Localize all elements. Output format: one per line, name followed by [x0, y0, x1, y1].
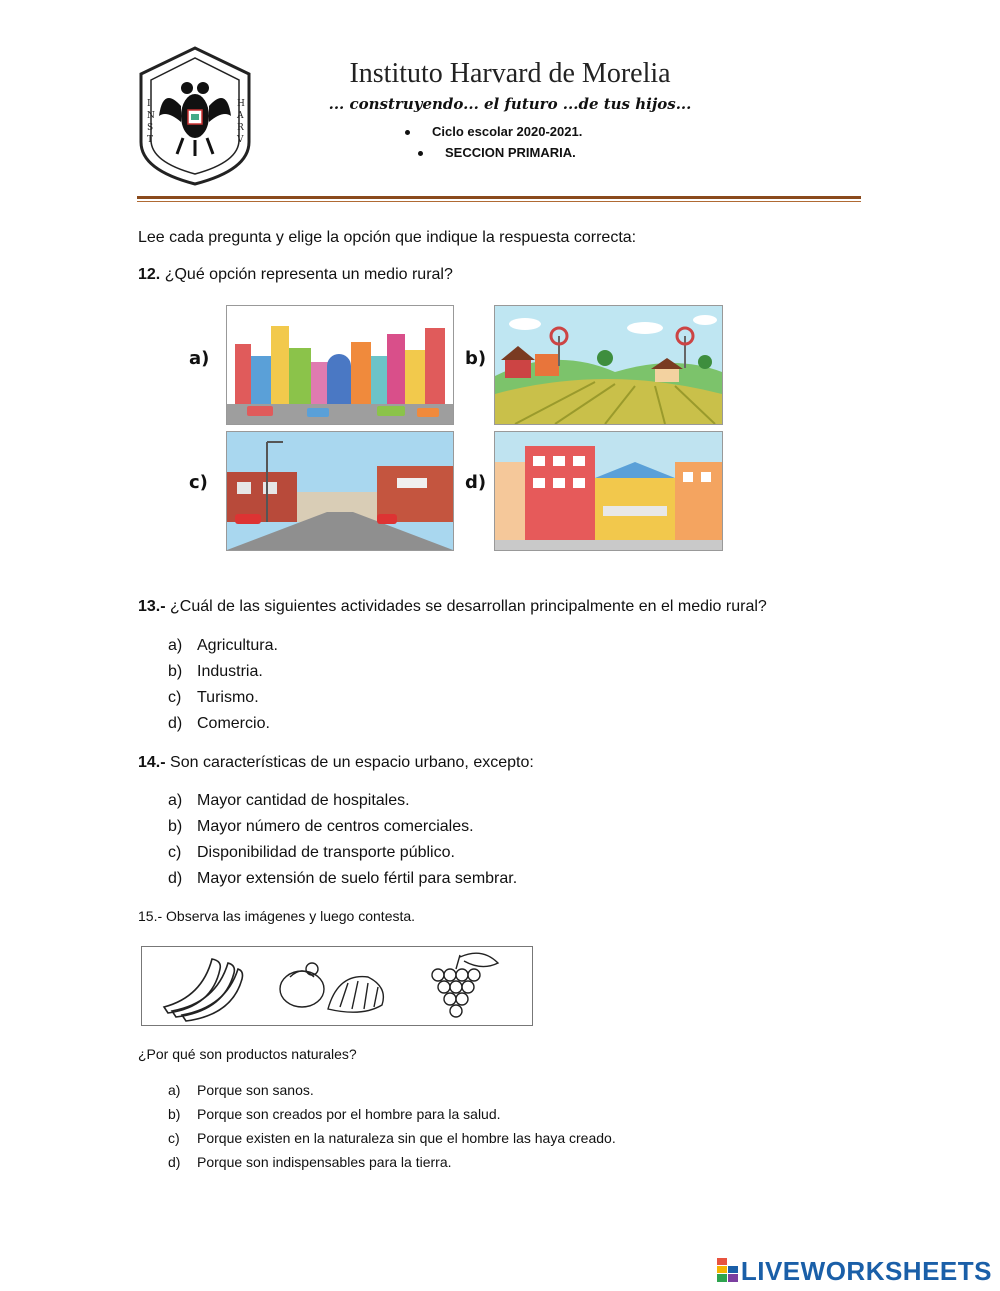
banana-icon — [164, 959, 243, 1021]
q13-option-d[interactable] — [168, 715, 270, 733]
question-15: 15.- Observa las imágenes y luego contesta. — [138, 908, 416, 924]
question-12 — [138, 266, 453, 284]
question-text: ¿Qué opción representa un medio rural? — [164, 266, 453, 283]
q13-option-b[interactable] — [168, 663, 263, 681]
question-text: Son características de un espacio urbano, excepto: — [170, 754, 534, 771]
logo-cubes-icon — [717, 1258, 739, 1289]
option-letter: a) — [168, 792, 183, 809]
header-divider — [137, 196, 861, 199]
image-rural-landscape — [494, 305, 723, 425]
q15-option-c[interactable] — [168, 1130, 616, 1146]
image-town-buildings — [494, 431, 723, 551]
q14-option-c[interactable] — [168, 844, 455, 862]
image-city-skyline — [226, 305, 454, 425]
bullet-dot — [405, 130, 410, 135]
liveworksheets-logo[interactable] — [717, 1256, 992, 1289]
option-letter: d) — [168, 715, 183, 732]
option-letter: c) — [168, 1130, 180, 1146]
option-letter: d) — [168, 870, 183, 887]
header-divider-thin — [137, 201, 861, 202]
question-number: 12. — [138, 266, 161, 283]
seal-text-left: I — [147, 99, 151, 109]
question-14 — [138, 754, 534, 772]
bullet-school-year — [405, 124, 582, 139]
option-letter: b) — [168, 1106, 181, 1122]
svg-text:V: V — [237, 135, 244, 145]
image-street — [226, 431, 454, 551]
vegetables-icon — [280, 963, 383, 1012]
option-text: Turismo. — [197, 689, 259, 706]
option-text: Mayor número de centros comerciales. — [197, 818, 474, 835]
svg-text:S: S — [147, 123, 154, 133]
option-letter: d) — [168, 1154, 181, 1170]
q13-option-c[interactable] — [168, 689, 259, 707]
option-text: Comercio. — [197, 715, 270, 732]
grapes-icon — [432, 953, 498, 1017]
school-seal — [137, 46, 253, 186]
instructions: Lee cada pregunta y elige la opción que indique la respuesta correcta: — [138, 229, 637, 246]
image-label-d: d) — [465, 472, 487, 493]
q14-option-a[interactable] — [168, 792, 410, 810]
option-text: Mayor extensión de suelo fértil para sembrar. — [197, 870, 518, 887]
q15-option-d[interactable] — [168, 1154, 452, 1170]
bullet-section — [418, 145, 576, 160]
svg-text:T: T — [147, 135, 154, 145]
image-label-b: b) — [465, 348, 487, 369]
option-text: Industria. — [197, 663, 263, 680]
option-letter: b) — [168, 818, 183, 835]
option-letter: b) — [168, 663, 183, 680]
bullet-text: SECCION PRIMARIA. — [445, 145, 576, 160]
option-text: Disponibilidad de transporte público. — [197, 844, 455, 861]
question-number: 14.- — [138, 754, 166, 771]
option-text: Porque existen en la naturaleza sin que el hombre las haya creado. — [197, 1130, 616, 1146]
option-letter: c) — [168, 689, 182, 706]
bullet-dot — [418, 151, 423, 156]
svg-text:A: A — [237, 111, 244, 121]
q13-option-a[interactable] — [168, 637, 278, 655]
question-text: ¿Cuál de las siguientes actividades se desarrollan principalmente en el medio rural? — [170, 598, 767, 615]
option-text: Porque son sanos. — [197, 1082, 314, 1098]
option-text: Porque son indispensables para la tierra. — [197, 1154, 452, 1170]
question-13 — [138, 598, 767, 616]
q15-option-b[interactable] — [168, 1106, 501, 1122]
image-label-c: c) — [189, 472, 208, 493]
fruit-images-box — [141, 946, 533, 1026]
question-number: 13.- — [138, 598, 166, 615]
bullet-text: Ciclo escolar 2020-2021. — [432, 124, 583, 139]
logo-text: LIVEWORKSHEETS — [740, 1256, 992, 1286]
svg-text:H: H — [237, 99, 245, 109]
option-letter: a) — [168, 1082, 181, 1098]
option-text: Agricultura. — [197, 637, 278, 654]
svg-text:R: R — [237, 123, 244, 133]
q14-option-b[interactable] — [168, 818, 474, 836]
image-label-a: a) — [189, 348, 210, 369]
option-letter: a) — [168, 637, 183, 654]
q14-option-d[interactable] — [168, 870, 517, 888]
question-15-prompt: ¿Por qué son productos naturales? — [138, 1046, 357, 1062]
school-name: Instituto Harvard de Morelia — [349, 58, 671, 89]
option-text: Porque son creados por el hombre para la salud. — [197, 1106, 501, 1122]
option-letter: c) — [168, 844, 182, 861]
option-text: Mayor cantidad de hospitales. — [197, 792, 410, 809]
svg-text:N: N — [147, 111, 155, 121]
school-motto: ... construyendo... el futuro ...de tus hijos... — [328, 95, 692, 113]
q15-option-a[interactable] — [168, 1082, 314, 1098]
